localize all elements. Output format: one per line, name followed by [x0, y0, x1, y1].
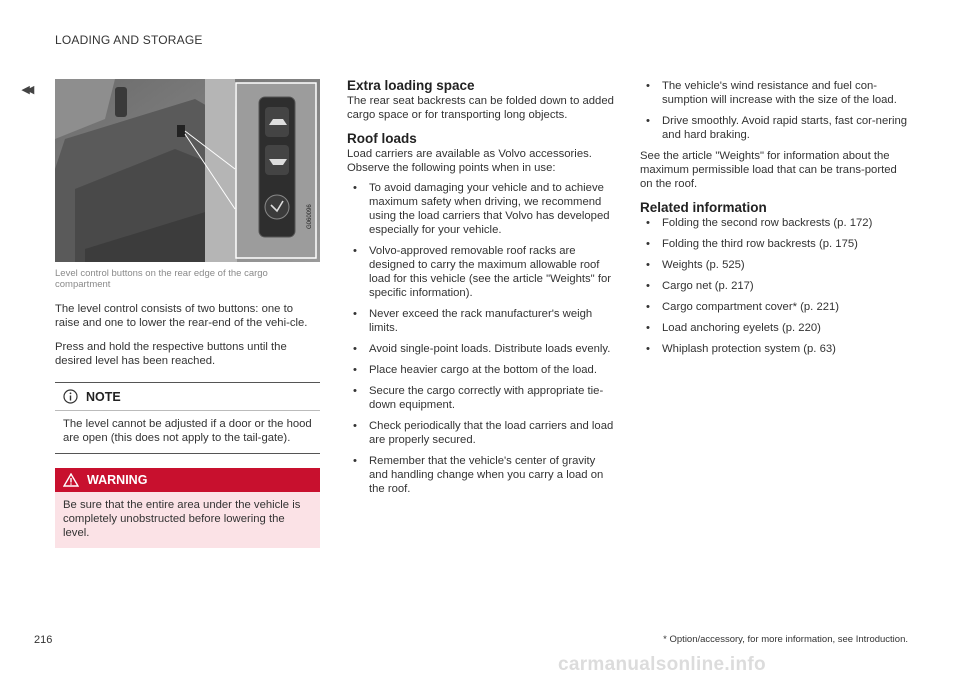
- note-box: [55, 382, 320, 454]
- list-item: • Drive smoothly. Avoid rapid starts, fast cor-nering and hard braking.: [640, 114, 908, 142]
- back-arrows-icon[interactable]: ◂◂: [22, 81, 32, 98]
- warning-triangle-icon: [63, 473, 79, 487]
- note-label: NOTE: [86, 389, 121, 404]
- watermark: carmanualsonline.info: [558, 654, 766, 675]
- warning-label: WARNING: [87, 473, 148, 487]
- list-item: • To avoid damaging your vehicle and to achieve maximum safety when driving, we recommend using the load carriers that Volvo has developed especially for your vehicle.: [347, 181, 615, 237]
- warning-text: Be sure that the entire area under the vehicle is completely unobstructed before lowering the level.: [63, 499, 301, 539]
- column-2: [347, 79, 615, 503]
- related-link[interactable]: • Weights (p. 525): [640, 258, 908, 272]
- paragraph: See the article "Weights" for information about the maximum permissible load that can be trans-ported on the roof.: [640, 150, 897, 190]
- section-heading: Roof loads: [347, 131, 417, 146]
- paragraph: The rear seat backrests can be folded down to added cargo space or for transporting long objects.: [347, 95, 614, 121]
- info-icon: [63, 389, 78, 404]
- figure-code: G060096: [307, 204, 313, 229]
- related-link[interactable]: • Cargo compartment cover* (p. 221): [640, 300, 908, 314]
- footnote: * Option/accessory, for more information, see Introduction.: [663, 634, 908, 645]
- paragraph: Load carriers are available as Volvo accessories. Observe the following points when in use:: [347, 148, 592, 174]
- related-link[interactable]: • Folding the second row backrests (p. 172): [640, 216, 908, 230]
- note-text: The level cannot be adjusted if a door or the hood are open (this does not apply to the tail-gate).: [63, 418, 312, 444]
- related-link[interactable]: • Load anchoring eyelets (p. 220): [640, 321, 908, 335]
- list-item: • Avoid single-point loads. Distribute loads evenly.: [347, 342, 615, 356]
- trunk-photo: [55, 79, 320, 262]
- driving-list: [640, 79, 908, 142]
- trunk-illustration: [55, 79, 320, 262]
- warning-box: [55, 468, 320, 548]
- list-item: • Secure the cargo correctly with appropriate tie-down equipment.: [347, 384, 615, 412]
- related-link[interactable]: • Whiplash protection system (p. 63): [640, 342, 908, 356]
- list-item: • Volvo-approved removable roof racks are designed to carry the maximum allowable roof load for this vehicle (see the article "Weights" for specific information).: [347, 244, 615, 300]
- running-header: LOADING AND STORAGE: [55, 33, 203, 47]
- related-heading: Related information: [640, 200, 767, 215]
- related-list: [640, 216, 908, 356]
- column-1: [55, 79, 320, 548]
- related-link[interactable]: • Folding the third row backrests (p. 175): [640, 237, 908, 251]
- related-link[interactable]: • Cargo net (p. 217): [640, 279, 908, 293]
- page-number: 216: [34, 634, 53, 646]
- roof-load-list: [347, 181, 615, 496]
- list-item: • Remember that the vehicle's center of gravity and handling change when you carry a load on the roof.: [347, 454, 615, 496]
- list-item: • The vehicle's wind resistance and fuel con-sumption will increase with the size of the load.: [640, 79, 908, 107]
- paragraph: The level control consists of two buttons: one to raise and one to lower the rear-end of the vehi-cle.: [55, 303, 308, 329]
- list-item: • Never exceed the rack manufacturer's weigh limits.: [347, 307, 615, 335]
- list-item: • Place heavier cargo at the bottom of the load.: [347, 363, 615, 377]
- figure-caption: Level control buttons on the rear edge of the cargo compartment: [55, 268, 268, 290]
- column-3: [640, 79, 908, 363]
- section-heading: Extra loading space: [347, 78, 475, 93]
- paragraph: Press and hold the respective buttons until the desired level has been reached.: [55, 341, 287, 367]
- list-item: • Check periodically that the load carriers and load are properly secured.: [347, 419, 615, 447]
